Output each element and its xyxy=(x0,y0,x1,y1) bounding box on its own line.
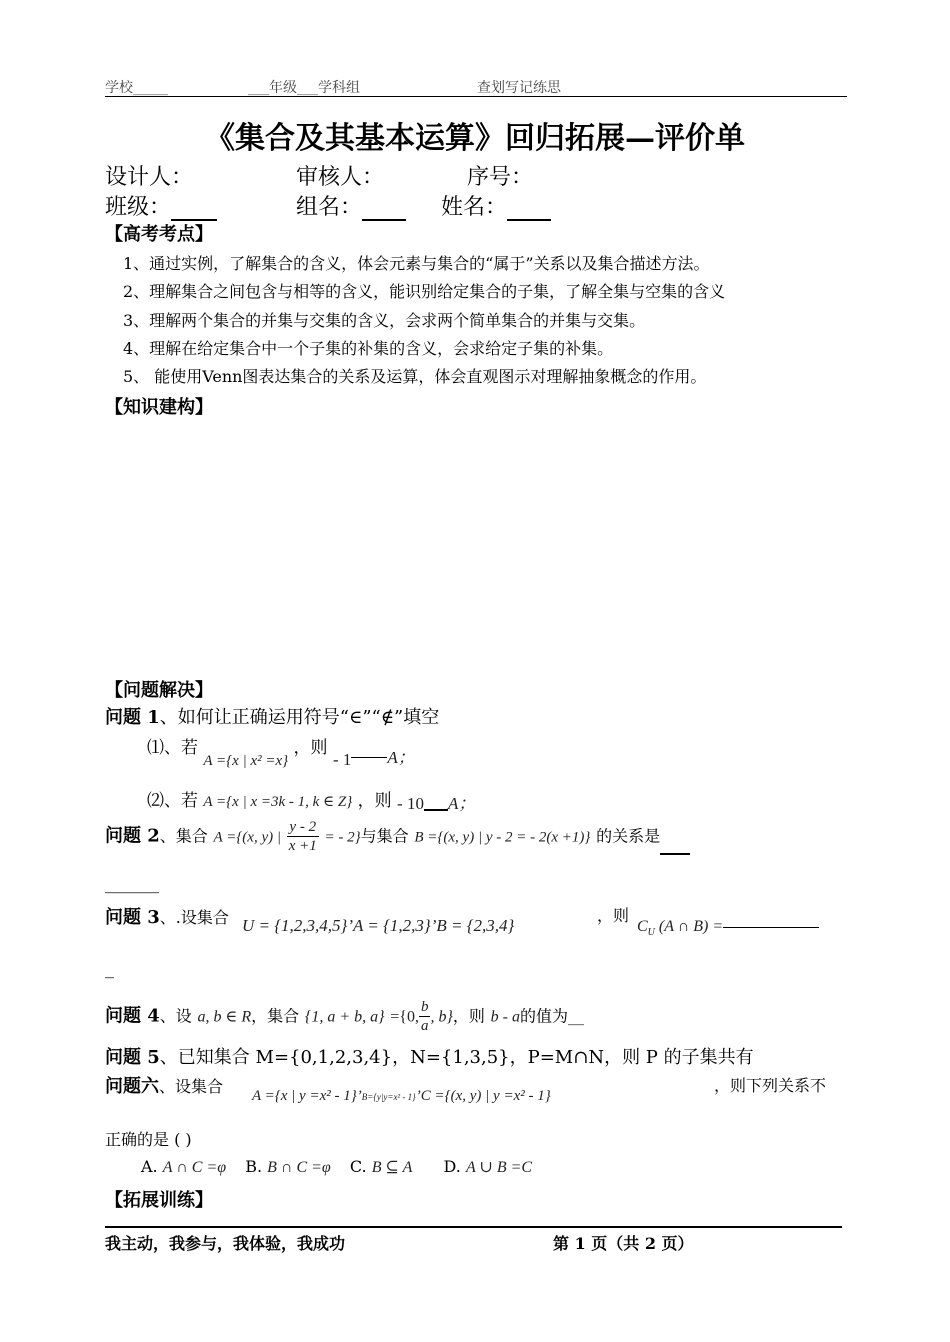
q2-blank[interactable] xyxy=(660,837,690,855)
option-a[interactable] xyxy=(141,1157,226,1176)
question-6-text-2: ，则下列关系不 xyxy=(714,1076,827,1095)
question-4-text-3: ，则 xyxy=(452,1006,485,1026)
q4-frac-den: a xyxy=(420,1018,429,1034)
header-grade: ___年级___学科组 xyxy=(248,80,360,96)
q1p1-blank[interactable] xyxy=(351,745,387,758)
class-field xyxy=(105,190,217,221)
section-extension: 【拓展训练】 xyxy=(105,1190,213,1211)
name-blank[interactable] xyxy=(507,197,551,221)
serial-label: 序号： xyxy=(467,165,534,190)
q3-sets: U = {1,2,3,4,5}’A = {1,2,3}’B = {2,3,4} xyxy=(242,916,515,935)
q4-set-2-tail: , b} xyxy=(430,1008,453,1026)
question-6 xyxy=(105,1072,223,1098)
section-exam-points: 【高考考点】 xyxy=(105,224,213,245)
question-1-text: 、如何让正确运用符号“∈”“∉”填空 xyxy=(159,707,440,728)
name-field xyxy=(441,190,551,221)
footer-rule xyxy=(105,1226,842,1228)
knowledge-area[interactable] xyxy=(105,425,845,670)
option-c-expr: B ⊆ A xyxy=(371,1159,413,1176)
question-6-cont: 正确的是 ( ) xyxy=(105,1130,192,1149)
exam-point-5: 5、 能使用Venn图表达集合的关系及运算，体会直观图示对理解抽象概念的作用。 xyxy=(123,367,707,386)
question-1-part-1 xyxy=(147,733,415,769)
reviewer-label: 审核人： xyxy=(296,165,385,190)
q2-frac-num: y - 2 xyxy=(289,819,317,835)
question-3 xyxy=(105,903,229,929)
group-blank[interactable] xyxy=(362,197,406,221)
exam-point-3: 3、理解两个集合的并集与交集的含义，会求两个简单集合的并集与交集。 xyxy=(123,311,646,330)
option-a-label: A. xyxy=(141,1157,158,1176)
group-field xyxy=(296,190,406,221)
header-school: 学校_____ xyxy=(105,80,168,96)
question-4-label: 问题 4 xyxy=(105,1005,160,1027)
question-1-part-2 xyxy=(147,786,475,811)
question-1-label: 问题 1 xyxy=(105,707,160,728)
question-2 xyxy=(105,818,690,855)
q4-fraction xyxy=(419,998,431,1035)
option-d[interactable] xyxy=(444,1157,533,1176)
q3-blank[interactable] xyxy=(723,927,819,928)
designer-label: 设计人： xyxy=(105,165,194,190)
option-d-label: D. xyxy=(443,1157,461,1176)
question-2-label: 问题 2 xyxy=(105,825,160,847)
section-knowledge: 【知识建构】 xyxy=(105,397,213,418)
q6-set-b: B={y|y=x² - 1} xyxy=(361,1092,416,1102)
q1p2-blank[interactable] xyxy=(424,793,448,811)
q4-cond: a, b ∈ R xyxy=(197,1008,252,1026)
question-2-cont[interactable]: ______ xyxy=(105,873,159,894)
group-label: 组名： xyxy=(296,195,363,220)
q1p2-then: ，则 xyxy=(357,791,392,811)
question-4 xyxy=(105,998,584,1035)
q2-set-b: B ={(x, y) | y - 2 = - 2(x +1)} xyxy=(414,829,591,846)
question-3-cont[interactable]: _ xyxy=(105,958,114,979)
name-label: 姓名： xyxy=(441,195,508,220)
q2-fraction xyxy=(287,818,319,855)
question-1 xyxy=(105,703,439,729)
q6-set-c: C ={(x, y) | y =x² - 1} xyxy=(420,1088,551,1104)
question-4-text-4[interactable]: 的值为__ xyxy=(519,1006,584,1026)
footer-slogan: 我主动，我参与，我体验，我成功 xyxy=(105,1234,346,1253)
q6-sets: A ={x | y =x² - 1}’B={y|y=x² - 1}’C ={(x, y) | y =x² - 1} xyxy=(252,1088,551,1104)
class-blank[interactable] xyxy=(171,197,217,221)
option-b-label: B. xyxy=(245,1157,263,1176)
class-label: 班级： xyxy=(105,195,172,220)
q1p2-set: A ={x | x =3k - 1, k ∈ Z} xyxy=(203,794,353,810)
question-5 xyxy=(105,1043,754,1069)
question-5-label: 问题 5 xyxy=(105,1047,160,1068)
option-c[interactable] xyxy=(350,1157,413,1176)
q3-set-u: U = {1,2,3,4,5} xyxy=(242,916,348,935)
q4-expr: b - a xyxy=(490,1008,520,1026)
footer-page-number: 第 1 页（共 2 页） xyxy=(553,1234,694,1253)
page-header xyxy=(105,77,847,97)
q3-complement-sub: U xyxy=(647,927,655,939)
q4-frac-num: b xyxy=(420,999,429,1015)
option-d-expr: A ∪ B =C xyxy=(465,1159,533,1176)
question-2-text-3: 的关系是 xyxy=(596,826,661,846)
option-a-expr: A ∩ C =φ xyxy=(162,1159,227,1176)
question-5-text: 、已知集合 M={0,1,2,3,4}，N={1,3,5}，P=M∩N，则 P 的子集共有 xyxy=(159,1047,754,1068)
header-rule xyxy=(105,96,847,97)
question-4-text-1: 、设 xyxy=(159,1006,192,1026)
question-6-text-1: 、设集合 xyxy=(159,1077,224,1096)
q3-expr xyxy=(637,918,819,938)
exam-point-2: 2、理解集合之间包含与相等的含义，能识别给定集合的子集，了解全集与空集的含义 xyxy=(123,282,726,301)
q6-set-a: A ={x | y =x² - 1} xyxy=(252,1088,357,1104)
question-6-label: 问题六 xyxy=(105,1076,159,1097)
option-c-label: C. xyxy=(349,1157,367,1176)
question-2-text-1: 、集合 xyxy=(159,826,208,846)
q1p1-value: - 1 xyxy=(332,750,352,769)
q1p1-then: ，则 xyxy=(293,738,328,758)
question-3-text-1: 、.设集合 xyxy=(159,908,229,927)
section-problems: 【问题解决】 xyxy=(105,680,213,701)
q1p1-tail: A； xyxy=(387,748,415,767)
q3-expr-tail: (A ∩ B) = xyxy=(658,918,724,935)
q2-set-a-post: = - 2} xyxy=(324,829,361,846)
question-4-text-2: ，集合 xyxy=(251,1006,300,1026)
q3-set-a: A = {1,2,3} xyxy=(353,916,431,935)
option-b-expr: B ∩ C =φ xyxy=(267,1159,331,1176)
q3-set-b: B = {2,3,4} xyxy=(436,916,515,935)
q3-then: ，则 xyxy=(597,906,630,925)
q2-frac-den: x +1 xyxy=(288,838,317,854)
exam-point-4: 4、理解在给定集合中一个子集的补集的含义，会求给定子集的补集。 xyxy=(123,339,614,358)
q2-set-a-pre: A ={(x, y) | xyxy=(213,829,281,846)
option-b[interactable] xyxy=(245,1157,331,1176)
page-title: 《集合及其基本运算》回归拓展—评价单 xyxy=(205,121,745,156)
exam-point-1: 1、通过实例，了解集合的含义，体会元素与集合的“属于”关系以及集合描述方法。 xyxy=(123,254,710,273)
q1p2-prefix: ⑵、若 xyxy=(147,791,198,811)
question-3-label: 问题 3 xyxy=(105,907,160,928)
question-2-text-2: 与集合 xyxy=(360,826,409,846)
header-motto: 查划写记练思 xyxy=(477,80,561,96)
q1p1-prefix: ⑴、若 xyxy=(147,738,198,758)
q4-eq: ={0, xyxy=(390,1008,419,1026)
q1p1-set: A ={x | x² =x} xyxy=(203,753,289,769)
q4-set-1: {1, a + b, a} xyxy=(304,1008,385,1026)
q1p2-value: - 10 xyxy=(397,794,424,813)
q1p2-tail: A； xyxy=(447,794,476,813)
q3-complement: C xyxy=(637,918,648,935)
question-6-options xyxy=(141,1157,532,1177)
